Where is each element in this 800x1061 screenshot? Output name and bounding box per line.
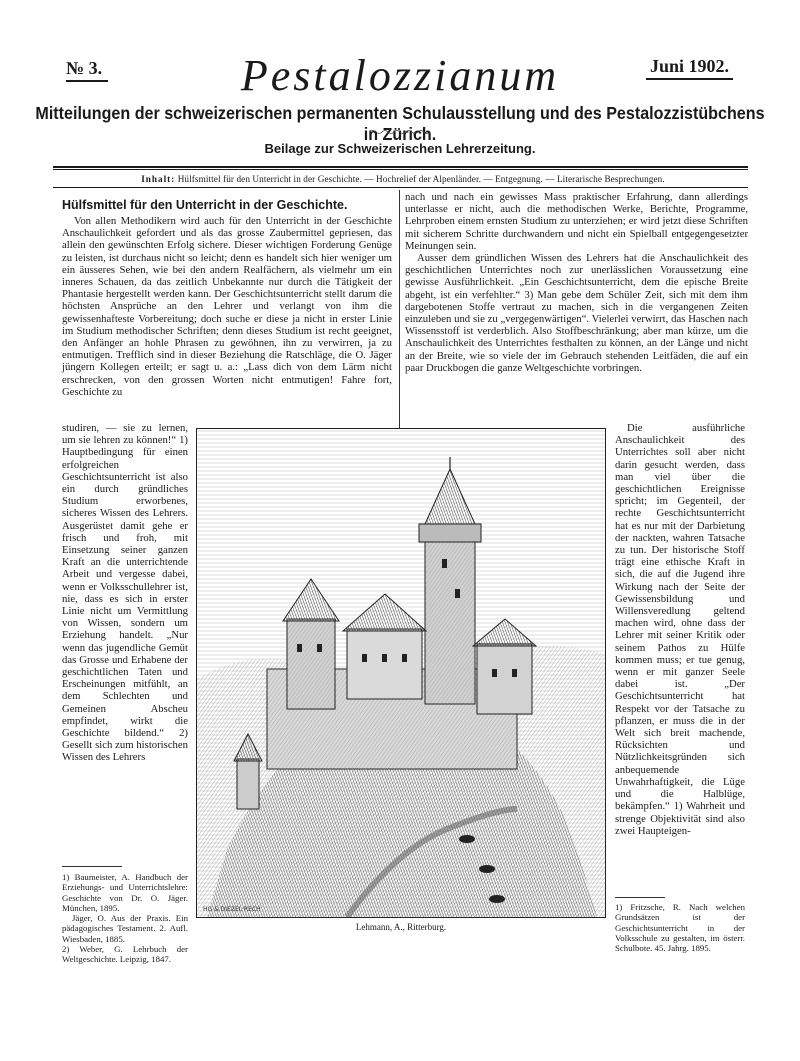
- footnote: 1) Fritzsche, R. Nach welchen Grundsätzen ist der Geschichtsunterricht in der Volksschule zu gestalten, im österr. Schulbote. 45. Jahrg. 1895.: [615, 902, 745, 954]
- paragraph: nach und nach ein gewisses Mass praktischer Erfahrung, dann allerdings unterlasse er nicht, auch die methodischen Werke, Berichte, Programme, Lehrproben einem ernsten Studium zu unterziehen; er wird jetzt diese Schriften mit sicherem Schritte durchwandern und nicht ein Spielball entgegengesetzter Meinungen sein.: [405, 191, 748, 252]
- footnotes-left: [62, 872, 188, 965]
- table-of-contents: [58, 174, 748, 184]
- header-rule-bottom: [53, 187, 748, 188]
- footnotes-right: [615, 902, 745, 953]
- paragraph: Ausser dem gründlichen Wissen des Lehrers hat die Anschaulichkeit des geschichtlichen Unterrichtes noch zur unerlässlichen Voraussetzung eine gewisse Ausführlichkeit. „Ein Geschichtsunterricht, dem die epische Breite abgeht, ist ein verfehlter.“ 3) Man gebe dem Schüler Zeit, sich mit dem ihm dargebotenen Stoffe vertraut zu machen, sich in die vergangenen Zeiten einzuleben und sie zu „vergegenwärtigen“. Vielerlei verwirrt, das Haschen nach Wissensstoff ist verderblich. Also Stoffbeschränkung; aber man kürze, um die Anschaulichkeit des Unterrichtes festhalten zu können, an der Länge und nicht an der Breite, wie so viele der im Gebrauch stehenden Leitfäden, die auf ein paar Druckbogen die ganze Weltgeschichte vorbringen.: [405, 252, 748, 374]
- article-title: Hülfsmittel für den Unterricht in der Geschichte.: [62, 198, 348, 212]
- paragraph: Die ausführliche Anschaulichkeit des Unterrichtes soll aber nicht darin gesucht werden, dass man viel über die geschichtlichen Ereignisse spricht; im Gegenteil, der rechte Geschichtsunterricht hat es nur mit der Darbietung der nackten, wahren Tatsache zu tun. Der historische Stoff trägt eine ethische Kraft in sich, die auf die Jugend ihre Wirkung nach der Seite der Gewissensbildung und Willensveredlung geltend machen wird, ohne dass der Lehrer mit seiner Kritik oder seinem Pathos zu Hülfe kommen muss; er tue genug, wenn er mit ganzer Seele dabei ist. „Der Geschichtsunterricht hat Respekt vor der Tatsache zu pflanzen, er muss die in der Welt sich breit machende, Rücksichten und Nützlichkeitsgründen sich anbequemende Unwahrhaftigkeit, die Lüge und die Halblüge, bekämpfen.“ 1) Wahrheit und strenge Objektivität sind also zwei Haupteigen-: [615, 422, 745, 837]
- footnote: 1) Baumeister, A. Handbuch der Erziehungs- und Unterrichtslehre: Geschichte von Dr. O. Jäger. München, 1895.: [62, 872, 188, 913]
- column-divider: [399, 190, 400, 428]
- article-column-right-narrow: [615, 422, 745, 837]
- footnote: 2) Weber, G. Lehrbuch der Weltgeschichte. Leipzig, 1847.: [62, 944, 188, 965]
- article-column-left: [62, 215, 392, 398]
- artist-signature: HG & DIEZEL·RECH: [203, 906, 261, 913]
- footnote: Jäger, O. Aus der Praxis. Ein pädagogisches Testament. 2. Aufl. Wiesbaden, 1885.: [62, 913, 188, 944]
- footnote-rule: [615, 897, 665, 898]
- paragraph: Von allen Methodikern wird auch für den Unterricht in der Geschichte Anschaulichkeit gefordert und als das grosse Zaubermittel gepriesen, das allein den gewünschten Erfolg sichere. Dieser wichtigen Forderung Genüge zu leisten, ist durchaus nicht so leicht; denn es handelt sich hier weniger um ein äusseres Sehen, wie bei den andern Realfächern, als vielmehr um ein inneres Schauen, da das zeitlich Unbekannte nur durch die Tätigkeit der Phantasie hergestellt werden kann. Der Geschichtsunterricht stellt darum die höchsten Ansprüche an den Lehrer und verlangt von ihm die gewissenhafteste Vorbereitung; doch suche er diese ja nicht in erster Linie im Studium methodischer Schriften; denn dieses Studium ist recht geeignet, den Anfänger an hohle Phrasen zu gewöhnen, ihn zu verwirren, ja zu entmutigen. Trefflich sind in dieser Beziehung die Ratschläge, die O. Jäger jüngern Kollegen erteilt; er sagt u. a.: „Lass dich von dem Lärm nicht erschrecken, von den grossen Worten nicht entmutigen! Fahre fort, Geschichte zu: [62, 215, 392, 398]
- header-rule-top-thin: [53, 169, 748, 170]
- issue-date: Juni 1902.: [646, 56, 733, 80]
- article-column-left-narrow: [62, 422, 188, 764]
- contents-label: Inhalt:: [141, 174, 176, 184]
- article-column-right: [405, 191, 748, 374]
- masthead-subtitle: Mitteilungen der schweizerischen permanenten Schulausstellung und des Pestalozzistübchens in Zürich.: [35, 103, 765, 144]
- issue-number: № 3.: [66, 58, 108, 82]
- footnote-rule: [62, 866, 122, 867]
- ornament-divider: [370, 129, 430, 135]
- contents-text: Hülfsmittel für den Unterricht in der Geschichte. — Hochrelief der Alpenländer. — Entgegnung. — Literarische Besprechungen.: [177, 174, 665, 184]
- castle-engraving-image: [197, 429, 605, 917]
- supplement-line: Beilage zur Schweizerischen Lehrerzeitung.: [264, 141, 536, 156]
- header-rule-top: [53, 166, 748, 168]
- paragraph: studiren, — sie zu lernen, um sie lehren zu können!“ 1) Hauptbedingung für einen erfolgreichen Geschichtsunterricht ist also ein durch gründliches Studium erworbenes, sicheres Wissen des Lehrers. Ausgerüstet damit gehe er frisch und froh, mit Einsetzung seiner ganzen Kraft an die unterrichtende Arbeit und vergesse dabei, wenn er Volksschullehrer ist, nie, dass es sich in erster Linie nicht um Vermittlung von Wissen, sondern um Erziehung handelt. „Nur wenn das jugendliche Gemüt das Grosse und Erhabene der geschichtlichen Taten und Erscheinungen mitfühlt, an dem Schlechten und Gemeinen Abscheu empfindet, wirkt die Geschichte bildend.“ 2) Gesellt sich zum historischen Wissen des Lehrers: [62, 422, 188, 764]
- castle-illustration: [196, 428, 606, 918]
- figure-caption: Lehmann, A., Ritterburg.: [355, 922, 447, 932]
- masthead-title: Pestalozzianum: [240, 51, 560, 100]
